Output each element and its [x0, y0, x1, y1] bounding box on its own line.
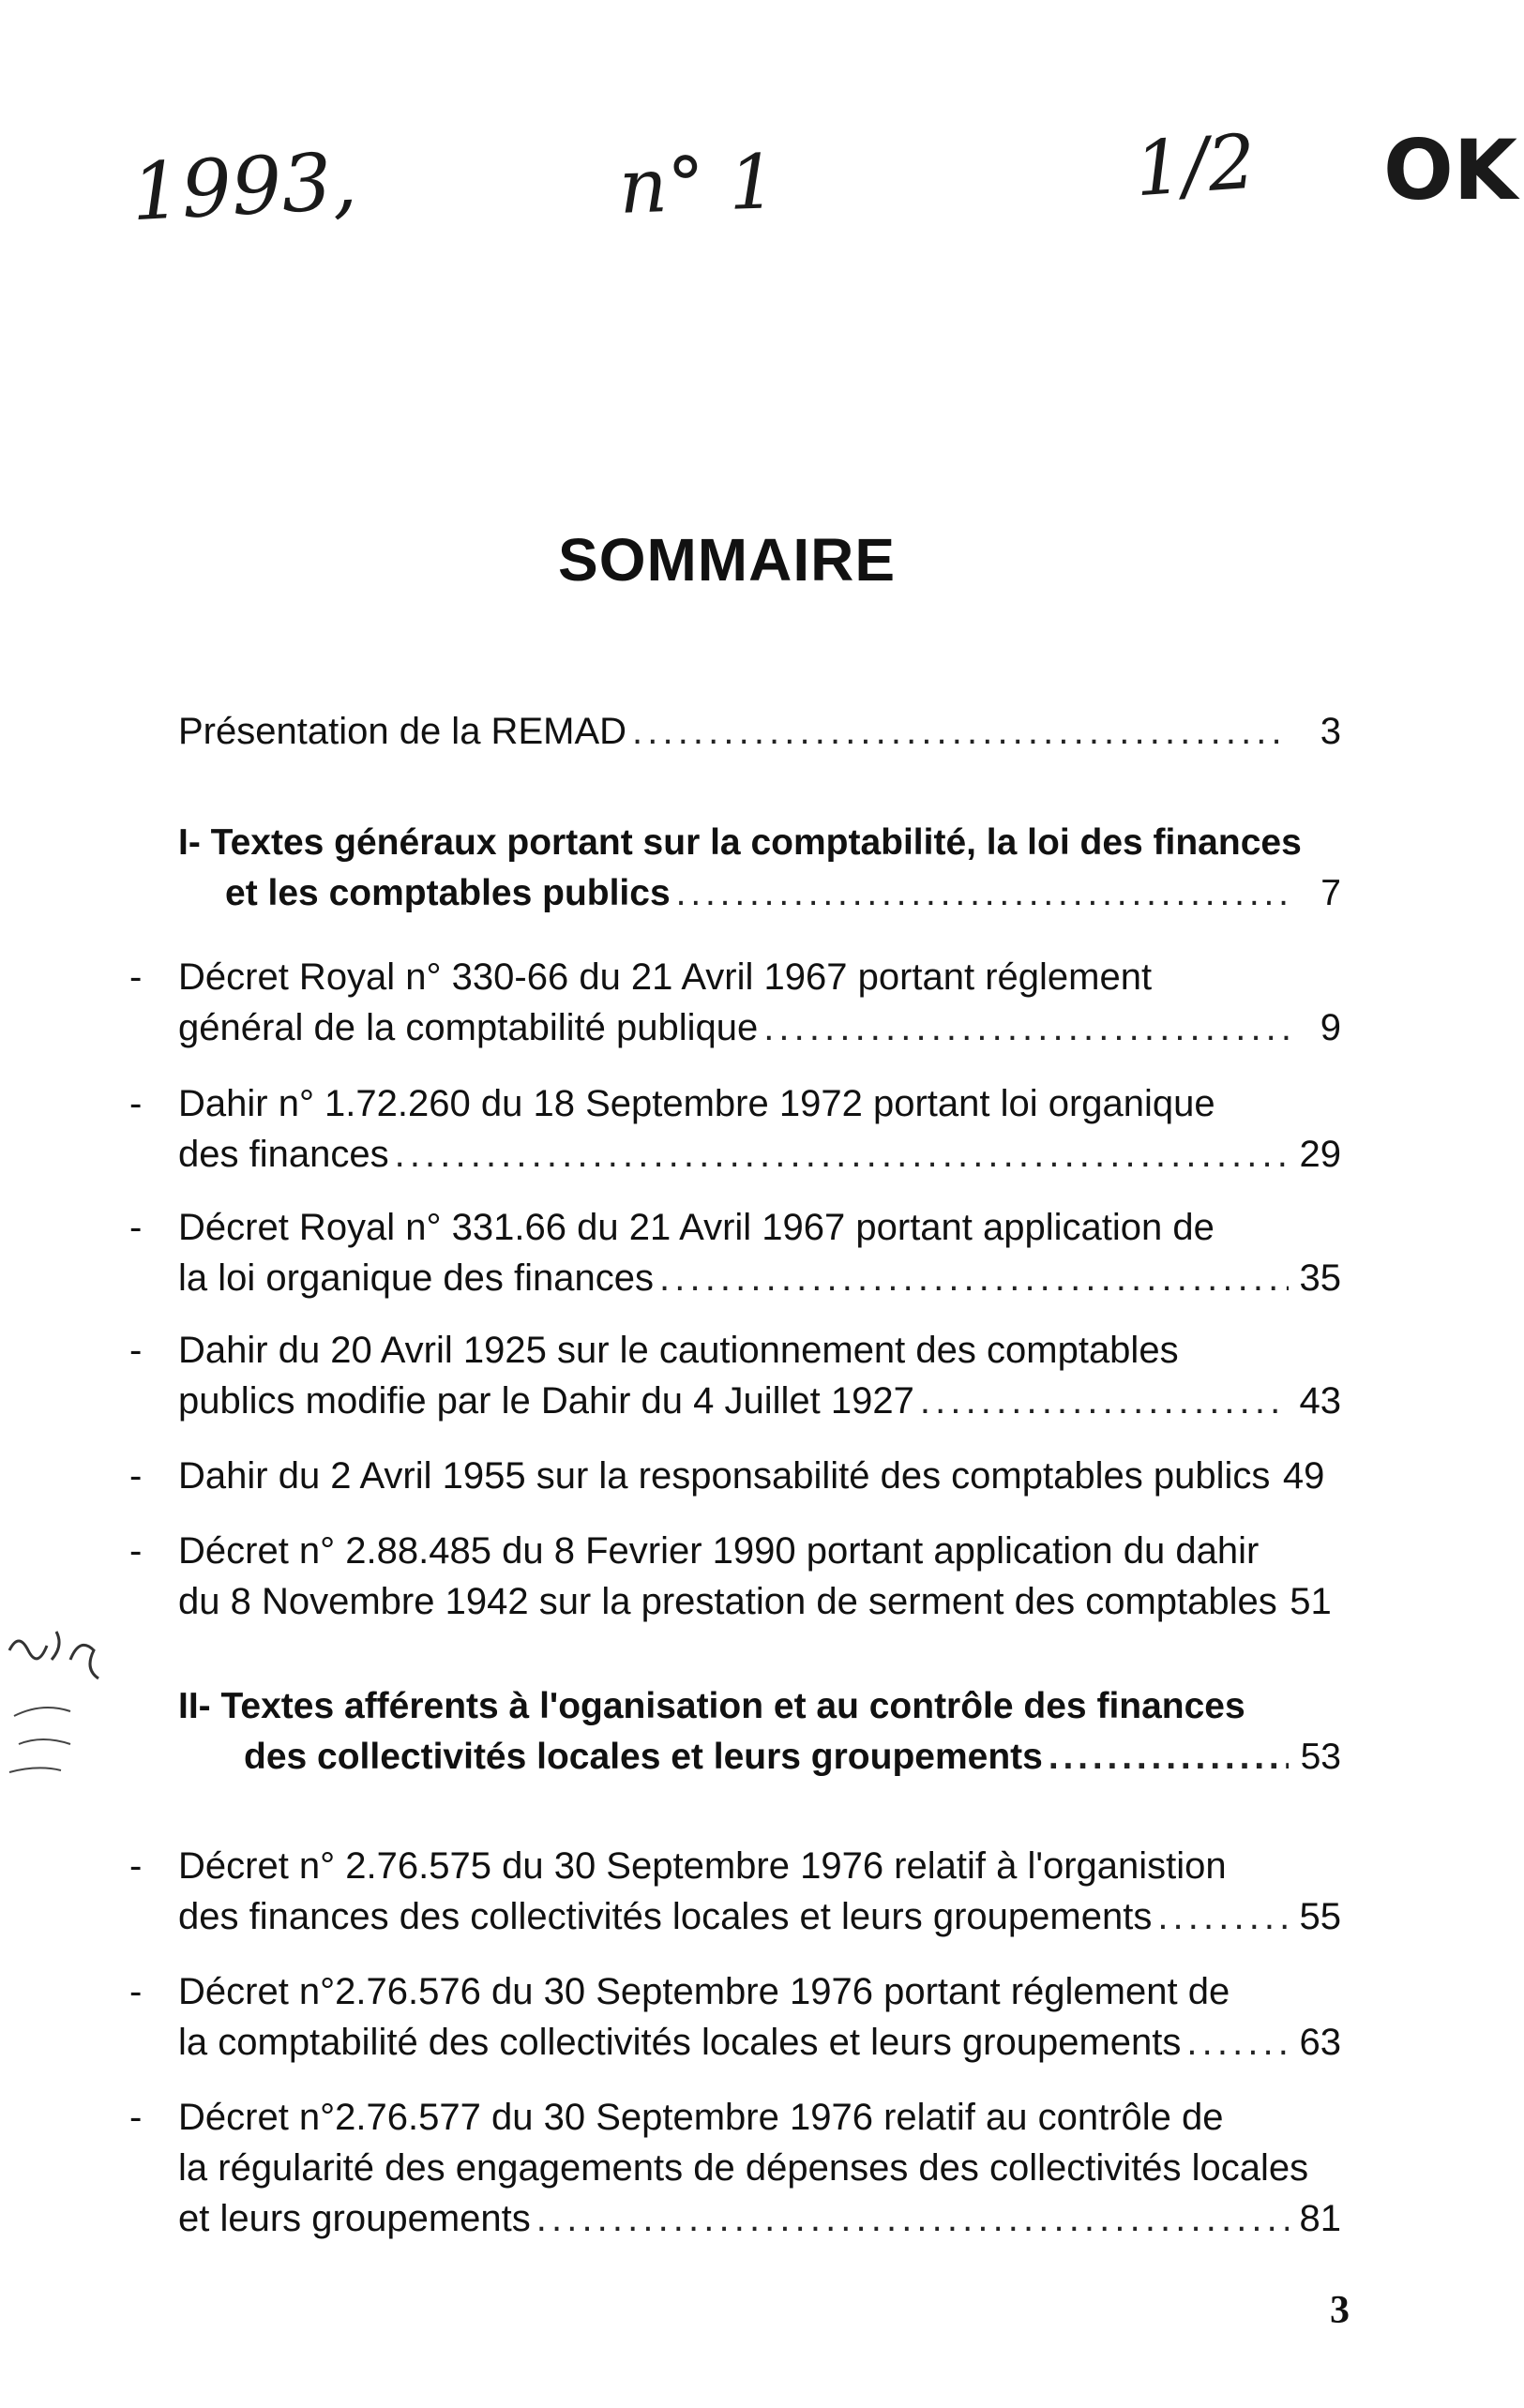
page-number: 3: [1330, 2289, 1350, 2332]
toc-entry-text: la loi organique des finances: [178, 1257, 655, 1299]
page-title: SOMMAIRE: [558, 526, 896, 594]
list-item: [129, 1451, 1341, 1501]
toc-entry-text: Décret Royal n° 331.66 du 21 Avril 1967 portant application de: [178, 1207, 1215, 1248]
toc-entry-text: publics modifie par le Dahir du 4 Juillet 1927: [178, 1380, 914, 1422]
section-2-heading: [178, 1681, 1341, 1783]
toc-entry-text: général de la comptabilité publique: [178, 1007, 759, 1048]
toc-entry-text: la régularité des engagements de dépenses des collectivités locales: [178, 2147, 1309, 2189]
list-item: [129, 1526, 1341, 1627]
list-marker: -: [129, 1530, 143, 1572]
handwritten-ok: OK: [1383, 122, 1517, 218]
toc-page-number: 3: [1320, 711, 1341, 752]
dot-leader: [659, 1253, 1289, 1303]
handwritten-year: 1993,: [128, 134, 359, 239]
toc-entry-text: Présentation de la REMAD: [178, 711, 627, 752]
dot-leader: [1157, 1891, 1289, 1942]
toc-page-number: 53: [1300, 1737, 1341, 1777]
toc-page-number: 35: [1299, 1257, 1341, 1299]
list-marker: -: [129, 956, 143, 998]
dot-leader: [632, 706, 1289, 757]
toc-entry-text: Décret n°2.76.577 du 30 Septembre 1976 relatif au contrôle de: [178, 2097, 1224, 2138]
list-marker: -: [129, 1455, 143, 1497]
toc-page-number: 81: [1299, 2198, 1341, 2239]
section-heading-text: I- Textes généraux portant sur la comptabilité, la loi des finances: [178, 822, 1302, 863]
list-marker: -: [129, 1845, 143, 1887]
toc-entry-text: Décret Royal n° 330-66 du 21 Avril 1967 portant réglement: [178, 956, 1153, 998]
section-heading-text: et les comptables publics: [225, 873, 671, 913]
toc-entry-text: des finances des collectivités locales et leurs groupements: [178, 1896, 1153, 1937]
list-item: [129, 1325, 1341, 1426]
toc-entry-text: la comptabilité des collectivités locales et leurs groupements: [178, 2022, 1182, 2063]
handwritten-number: n° 1: [617, 138, 778, 231]
section-heading-text: des collectivités locales et leurs groupements: [244, 1737, 1043, 1777]
list-marker: -: [129, 1971, 143, 2012]
toc-page-number: 9: [1320, 1007, 1341, 1048]
toc-page-number: 63: [1299, 2022, 1341, 2063]
dot-leader: [763, 1002, 1289, 1053]
toc-entry-text: Dahir du 20 Avril 1925 sur le cautionnement des comptables: [178, 1330, 1179, 1371]
toc-entry-text: Dahir du 2 Avril 1955 sur la responsabilité des comptables publics: [178, 1455, 1271, 1497]
toc-page-number: 51: [1290, 1581, 1332, 1622]
toc-entry-text: Décret n°2.76.576 du 30 Septembre 1976 portant réglement de: [178, 1971, 1230, 2012]
toc-intro: [178, 706, 1341, 757]
dot-leader: [1186, 2017, 1289, 2068]
list-item: [129, 1841, 1341, 1942]
list-marker: -: [129, 1083, 143, 1124]
margin-scribble: [0, 1613, 122, 1838]
list-item: [129, 1966, 1341, 2068]
toc-page-number: 29: [1299, 1134, 1341, 1175]
list-item: [129, 1078, 1341, 1180]
toc-entry-text: et leurs groupements: [178, 2198, 531, 2239]
dot-leader: [676, 868, 1289, 919]
section-heading-line: [178, 1732, 1341, 1783]
section-heading-text: II- Textes afférents à l'oganisation et au contrôle des finances: [178, 1686, 1245, 1726]
list-marker: -: [129, 2097, 143, 2138]
list-item: [129, 952, 1341, 1053]
toc-entry-text: du 8 Novembre 1942 sur la prestation de serment des comptables: [178, 1581, 1277, 1622]
toc-line: [178, 706, 1341, 757]
toc-entry-text: Dahir n° 1.72.260 du 18 Septembre 1972 portant loi organique: [178, 1083, 1215, 1124]
section-heading-line: [178, 1681, 1341, 1732]
section-heading-line: [178, 868, 1341, 919]
dot-leader: [395, 1129, 1289, 1180]
toc-entry-text: Décret n° 2.76.575 du 30 Septembre 1976 relatif à l'organistion: [178, 1845, 1227, 1887]
dot-leader: [920, 1376, 1289, 1426]
handwritten-fraction: 1/2: [1131, 117, 1259, 214]
list-item: [129, 1202, 1341, 1303]
dot-leader: [1049, 1732, 1289, 1783]
toc-entry-text: Décret n° 2.88.485 du 8 Fevrier 1990 portant application du dahir: [178, 1530, 1260, 1572]
toc-page-number: 55: [1299, 1896, 1341, 1937]
section-1-heading: [178, 818, 1341, 919]
dot-leader: [536, 2193, 1289, 2244]
list-item: [129, 2092, 1341, 2244]
toc-page-number: 7: [1320, 873, 1341, 913]
toc-page-number: 49: [1282, 1455, 1325, 1497]
list-marker: -: [129, 1207, 143, 1248]
toc-entry-text: des finances: [178, 1134, 389, 1175]
toc-page-number: 43: [1299, 1380, 1341, 1422]
list-marker: -: [129, 1330, 143, 1371]
section-heading-line: [178, 818, 1341, 868]
